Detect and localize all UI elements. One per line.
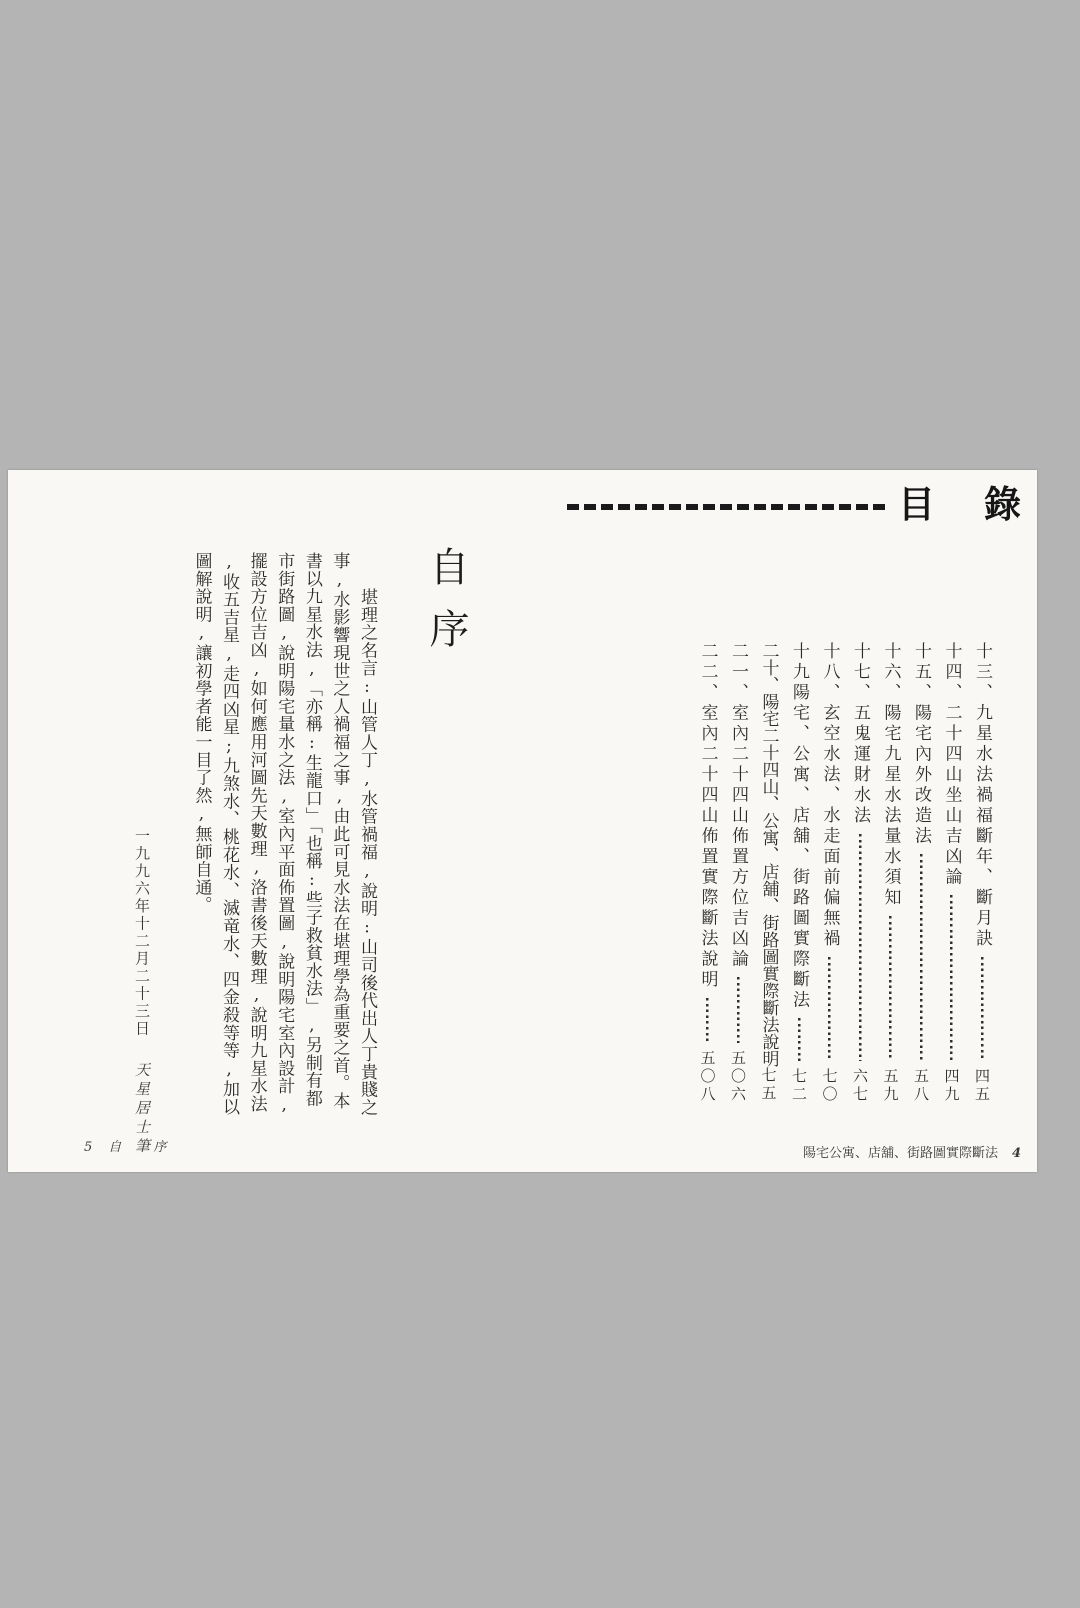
toc-page-title: 目 錄: [898, 482, 1027, 526]
toc-entry-page: 五九: [881, 1068, 900, 1104]
preface-column: 書以九星水法,「亦稱:生龍口」「也稱:些子救貧水法」,另制有都: [301, 552, 322, 1108]
author-signature: 天星居士筆: [133, 1062, 151, 1157]
toc-entry-title: 十五、陽宅內外改造法: [911, 642, 931, 847]
preface-column: 事,水影響現世之人禍福之事,由此可見水法在堪理學為重要之首。本: [329, 552, 350, 1110]
toc-entry-title: 二二、室內二十四山佈置實際斷法說明: [697, 642, 718, 991]
toc-entry-title: 二十、陽宅二十四山、公寓、店舖、街路圖實際斷法說明: [758, 642, 779, 1067]
preface-column: 圖解說明,讓初學者能一目了然,無師自通。: [191, 552, 212, 914]
toc-entry-title: 十八、玄空水法、水走面前偏無禍: [819, 642, 840, 950]
dot-leader: [906, 854, 937, 1061]
preface-running-footer: [84, 1136, 180, 1155]
toc-entry-title: 十七、五鬼運財水法: [850, 642, 870, 827]
preface-body: [180, 552, 380, 1117]
toc-list: [692, 642, 997, 1104]
preface-page-number: 5: [84, 1140, 93, 1155]
toc-entry: [875, 642, 906, 1104]
dot-leader: [967, 957, 998, 1062]
dot-leader: [692, 998, 723, 1044]
toc-entry-title: 二一、室內二十四山佈置方位吉凶論: [728, 642, 748, 970]
footer-page-number: 4: [1011, 1146, 1021, 1161]
preface-column: 市街路圖,說明陽宅量水之法,室內平面佈置圖,說明陽宅室內設計,: [274, 552, 295, 1116]
toc-entry: [845, 642, 876, 1104]
preface-date-signature: [132, 828, 153, 1388]
preface-footer-label: 自 序: [108, 1140, 181, 1155]
toc-entry-page: 四九: [942, 1068, 961, 1104]
preface-column: ,收五吉星,走四凶星;九煞水、桃花水、滅竜水、四金殺等等,加以: [219, 552, 240, 1116]
toc-entry-page: 五〇六: [729, 1050, 747, 1104]
toc-entry-page: 七五: [759, 1067, 778, 1103]
toc-entry-page: 七二: [790, 1068, 808, 1104]
dot-leader: [845, 834, 876, 1062]
footer-book-title: 陽宅公寓、店舖、街路圖實際斷法: [802, 1146, 998, 1161]
preface-title: 自序: [423, 546, 469, 670]
toc-entry-title: 十六、陽宅九星水法量水須知: [880, 642, 901, 909]
toc-entry: [692, 642, 723, 1104]
toc-entry: [967, 642, 998, 1104]
toc-header: [567, 484, 1027, 525]
preface-column: 堪理之名言:山管人丁,水管禍福,說明:山司後代出人丁貴賤之: [357, 588, 377, 1117]
toc-entry-page: 六七: [851, 1068, 869, 1104]
preface-column: 擺設方位吉凶,如何應用河圖先天數理,洛書後天數理,說明九星水法: [246, 552, 267, 1113]
toc-entry-page: 七〇: [820, 1068, 839, 1104]
preface-date: 一九九六年十二月二十三日: [133, 828, 151, 1038]
dot-leader: [936, 895, 967, 1061]
toc-entry: [723, 642, 754, 1104]
toc-entry-title: 十三、九星水法禍福斷年、斷月訣: [972, 642, 992, 950]
toc-running-footer: [803, 1142, 1021, 1161]
toc-entry: [784, 642, 815, 1104]
toc-entry-page: 五〇八: [698, 1050, 717, 1104]
toc-entry-title: 十九陽宅、公寓、店舖、街路圖實際斷法: [789, 642, 809, 1011]
toc-entry-page: 四五: [973, 1068, 991, 1104]
dot-leader: [723, 977, 754, 1043]
dashed-rule: [567, 504, 886, 510]
toc-entry: [753, 642, 784, 1104]
toc-entry: [936, 642, 967, 1104]
book-spread-page: [8, 470, 1037, 1172]
toc-entry-page: 五八: [912, 1068, 930, 1104]
dot-leader: [875, 916, 906, 1062]
toc-entry-title: 十四、二十四山坐山吉凶論: [941, 642, 962, 888]
toc-entry: [906, 642, 937, 1104]
dot-leader: [784, 1018, 815, 1061]
dot-leader: [814, 957, 845, 1062]
toc-entry: [814, 642, 845, 1104]
